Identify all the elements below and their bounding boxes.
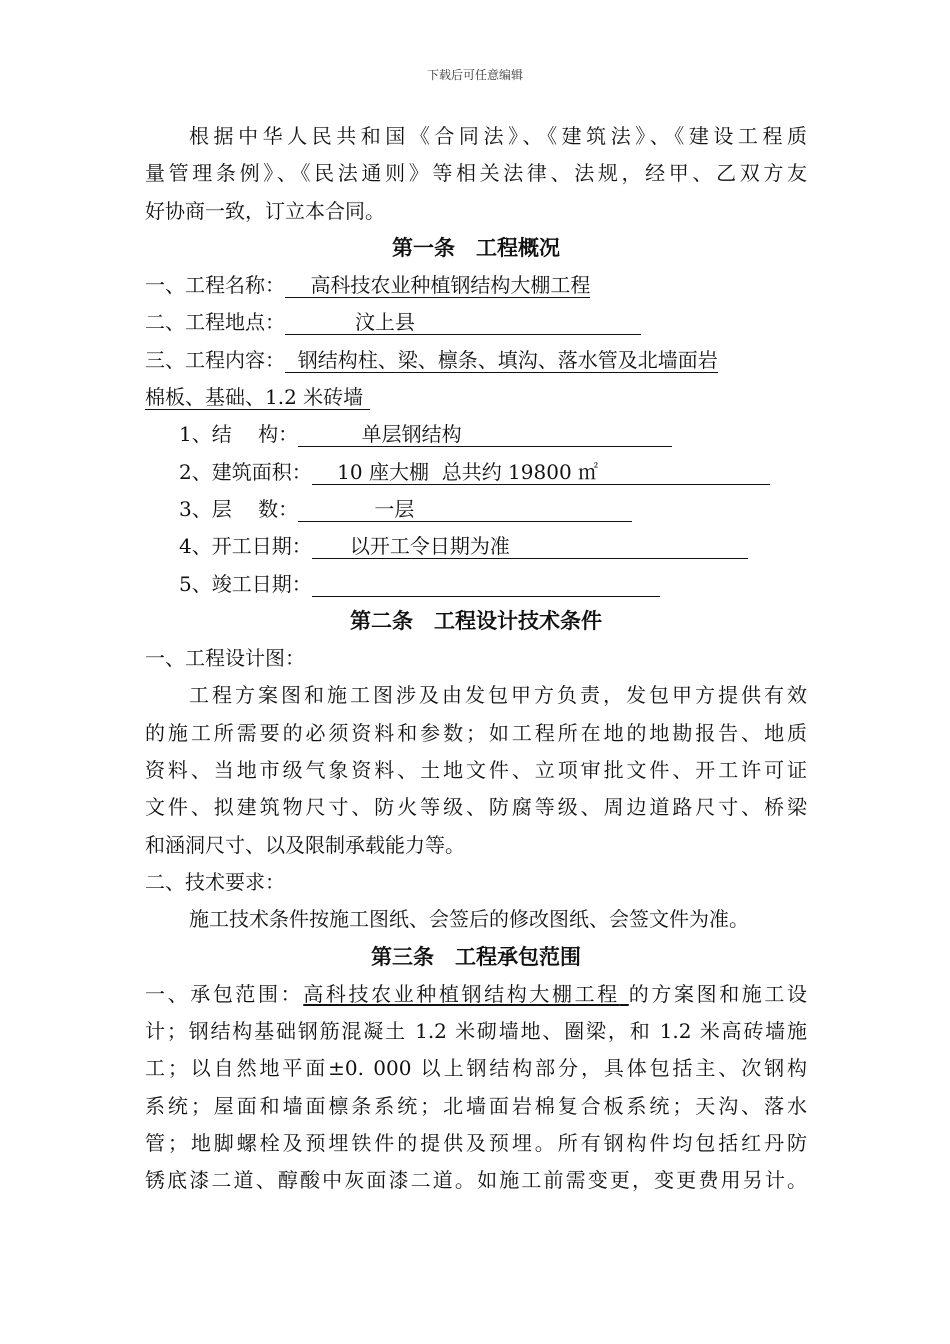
floors-value: 一层 (374, 496, 415, 521)
design-paragraph-line-1: 工程方案图和施工图涉及由发包甲方负责，发包甲方提供有效 (189, 683, 807, 708)
end-date-label: 5、竣工日期： (179, 571, 312, 596)
structure-field (298, 422, 672, 447)
structure-value: 单层钢结构 (361, 422, 462, 447)
project-content-field-2 (145, 385, 370, 410)
scope-paragraph-line-2: 计；钢结构基础钢筋混凝土 1.2 米砌墙地、圈梁，和 1.2 米高砖墙施 (145, 1019, 807, 1044)
project-content-field (285, 348, 718, 373)
scope-rest: 的方案图和施工设 (628, 981, 808, 1006)
project-site-row (145, 304, 807, 341)
page-header: 下载后可任意编辑 (426, 68, 523, 82)
project-content-value-2: 棉板、基础、1.2 米砖墙 (145, 385, 364, 410)
design-paragraph-line-2: 的施工所需要的必须资料和参数；如工程所在地的地勘报告、地质 (145, 720, 807, 745)
scope-value: 高科技农业种植钢结构大棚工程 (303, 981, 620, 1006)
scope-row (145, 976, 807, 1013)
project-content-label: 三、工程内容： (145, 347, 285, 372)
project-name-row (145, 267, 807, 304)
end-date-row (145, 566, 807, 603)
article-1-title: 第一条 工程概况 (392, 235, 560, 260)
project-name-field (285, 273, 590, 298)
area-label: 2、建筑面积： (179, 459, 312, 484)
intro-line-1: 根据中华人民共和国《合同法》、《建筑法》、《建设工程质 (189, 124, 807, 148)
floors-row (145, 491, 807, 528)
project-content-value-1: 钢结构柱、梁、檩条、填沟、落水管及北墙面岩 (297, 347, 718, 372)
area-value: 10 座大棚 总共约 19800 ㎡ (337, 459, 599, 484)
project-site-label: 二、工程地点： (145, 310, 285, 335)
floors-field (298, 497, 632, 522)
article-3-title: 第三条 工程承包范围 (371, 944, 581, 969)
end-date-field (312, 572, 660, 597)
contract-body (145, 118, 807, 1200)
project-name-value: 高科技农业种植钢结构大棚工程 (310, 273, 591, 298)
scope-paragraph-line-3: 工；以自然地平面±0. 000 以上钢结构部分，具体包括主、次钢构 (145, 1056, 807, 1081)
scope-paragraph-line-4: 系统；屋面和墙面檩条系统；北墙面岩棉复合板系统；天沟、落水 (145, 1093, 807, 1118)
structure-label: 1、结 构： (179, 422, 299, 447)
tech-requirements-subheading: 二、技术要求： (145, 869, 285, 894)
project-name-label: 一、工程名称： (145, 273, 285, 298)
design-paragraph-line-4: 文件、拟建筑物尺寸、防火等级、防腐等级、周边道路尺寸、桥梁 (145, 795, 807, 820)
article-2-title: 第二条 工程设计技术条件 (350, 608, 602, 633)
design-paragraph-line-3: 资料、当地市级气象资料、土地文件、立项审批文件、开工许可证 (145, 758, 807, 783)
scope-paragraph-line-5: 管；地脚螺栓及预埋铁件的提供及预埋。所有钢构件均包括红丹防 (145, 1131, 807, 1156)
project-content-row (145, 342, 807, 379)
start-date-field (312, 534, 748, 559)
structure-row (145, 416, 807, 453)
start-date-row (145, 528, 807, 565)
area-row (145, 454, 807, 491)
design-drawings-subheading: 一、工程设计图： (145, 646, 305, 671)
start-date-label: 4、开工日期： (179, 534, 312, 559)
project-site-field (285, 310, 641, 335)
intro-line-3: 好协商一致，订立本合同。 (145, 198, 385, 223)
floors-label: 3、层 数： (179, 496, 299, 521)
scope-paragraph-line-6: 锈底漆二道、醇酸中灰面漆二道。如施工前需变更，变更费用另计。 (145, 1168, 807, 1193)
tech-requirements-paragraph: 施工技术条件按施工图纸、会签后的修改图纸、会签文件为准。 (189, 907, 749, 932)
project-site-value: 汶上县 (354, 310, 415, 335)
scope-label: 一、承包范围： (145, 981, 304, 1006)
area-field (312, 460, 770, 485)
project-content-row-2 (145, 379, 807, 416)
start-date-value: 以开工令日期为准 (349, 534, 510, 559)
intro-line-2: 量管理条例》、《民法通则》等相关法律、法规，经甲、乙双方友 (145, 161, 807, 186)
design-paragraph-line-5: 和涵洞尺寸、以及限制承载能力等。 (145, 832, 465, 857)
